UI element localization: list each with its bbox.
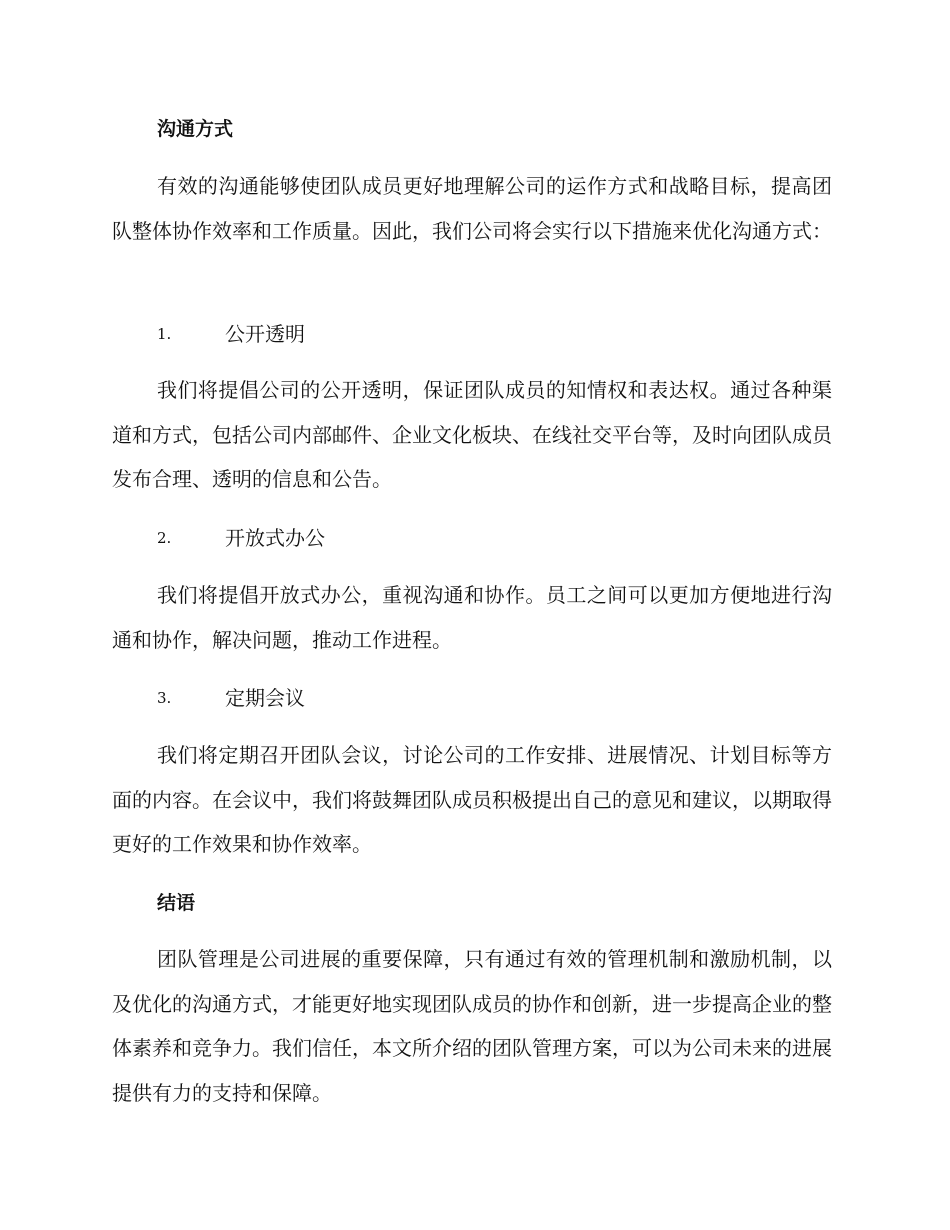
list-item-3-number: 3. xyxy=(157,689,172,707)
conclusion-paragraph: 团队管理是公司进展的重要保障，只有通过有效的管理机制和激励机制，以及优化的沟通方式，才能更好地实现团队成员的协作和创新，进一步提高企业的整体素养和竞争力。我们信任，本文所介绍的团队管理方案，可以为公司未来的进展提供有力的支持和保障。 xyxy=(112,947,832,1106)
communication-intro-paragraph: 有效的沟通能够使团队成员更好地理解公司的运作方式和战略目标，提高团队整体协作效率和工作质量。因此，我们公司将会实行以下措施来优化沟通方式： xyxy=(112,174,832,243)
section-heading-communication: 沟通方式 xyxy=(157,118,234,140)
list-item-3-paragraph: 我们将定期召开团队会议，讨论公司的工作安排、进展情况、计划目标等方面的内容。在会议中，我们将鼓舞团队成员积极提出自己的意见和建议，以期取得更好的工作效果和协作效率。 xyxy=(112,743,832,857)
list-item-3-title: 定期会议 xyxy=(225,686,305,710)
list-item-2-title: 开放式办公 xyxy=(225,526,325,550)
list-item-2-number: 2. xyxy=(157,529,172,547)
list-item-1-paragraph: 我们将提倡公司的公开透明，保证团队成员的知情权和表达权。通过各种渠道和方式，包括公司内部邮件、企业文化板块、在线社交平台等，及时向团队成员发布合理、透明的信息和公告。 xyxy=(112,378,832,492)
list-item-2-paragraph: 我们将提倡开放式办公，重视沟通和协作。员工之间可以更加方便地进行沟通和协作，解决问题，推动工作进程。 xyxy=(112,583,832,652)
list-item-1-number: 1. xyxy=(157,325,172,343)
section-heading-conclusion: 结语 xyxy=(157,892,196,914)
list-item-1-title: 公开透明 xyxy=(225,322,305,346)
